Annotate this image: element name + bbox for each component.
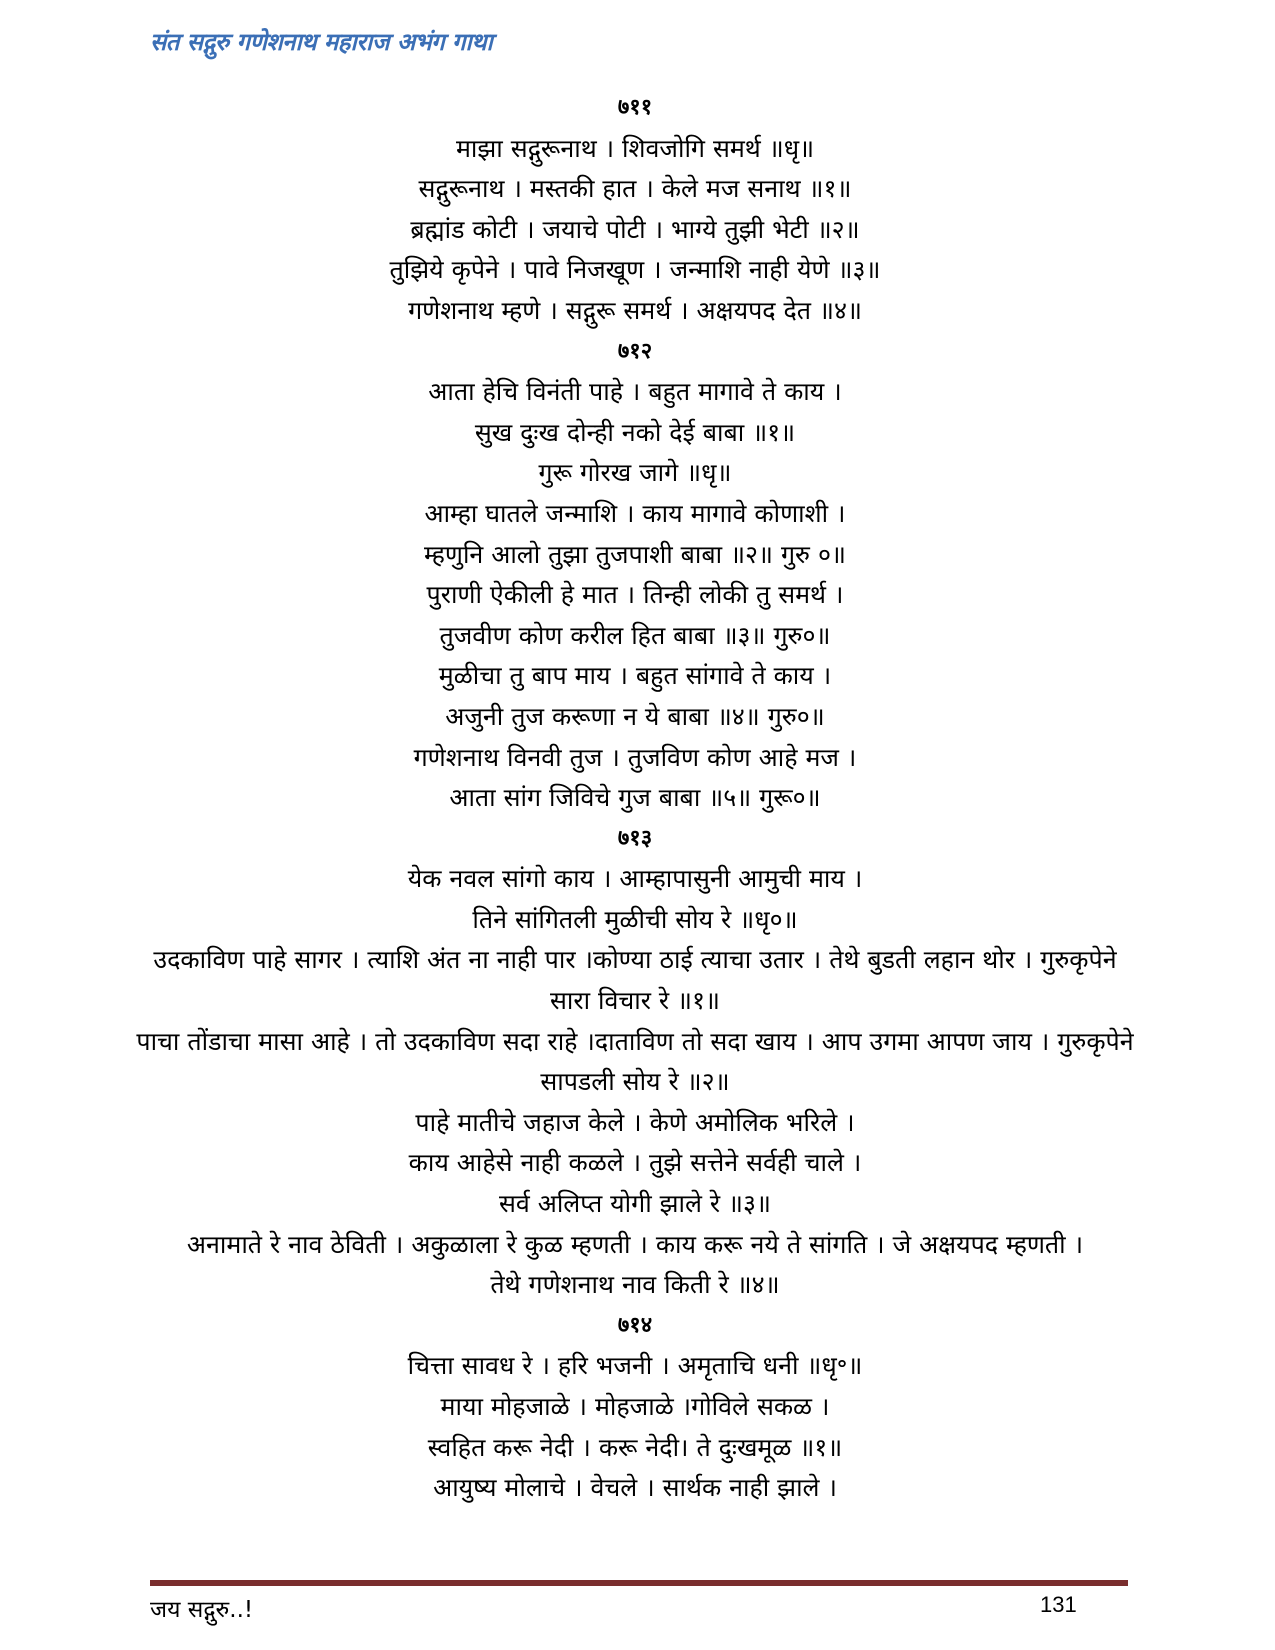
verse-line: सर्व अलिप्त योगी झाले रे ॥३॥ <box>498 1189 772 1219</box>
footer-text: जय सद्गुरु..! <box>150 1597 254 1623</box>
verse-line: तुजवीण कोण करील हित बाबा ॥३॥ गुरु०॥ <box>439 620 831 650</box>
abhang-number: ७१४ <box>617 1312 653 1338</box>
verse-line: पाहे मातीचे जहाज केले । केणे अमोलिक भरिले । <box>415 1107 855 1137</box>
verse-line: येक नवल सांगो काय । आम्हापासुनी आमुची माय । <box>407 864 863 894</box>
verse-line: पाचा तोंडाचा मासा आहे । तो उदकाविण सदा राहे ।दाताविण तो सदा खाय । आप उगमा आपण जाय । गुरुकृपेने सापडली सोय रे ॥२॥ <box>136 1026 1134 1097</box>
verse-line: तुझिये कृपेने । पावे निजखूण । जन्माशि नाही येणे ॥३॥ <box>389 255 881 285</box>
verse-line: चित्ता सावध रे । हरि भजनी । अमृताचि धनी ॥धृ॰॥ <box>407 1351 863 1381</box>
verse-line: माया मोहजाळे । मोहजाळे ।गोविले सकळ । <box>440 1392 830 1421</box>
verse-line: स्वहित करू नेदी । करू नेदी। ते दुःखमूळ ॥१॥ <box>427 1432 843 1462</box>
footer-divider <box>150 1580 1128 1586</box>
verse-line: अनामाते रे नाव ठेविती । अकुळाला रे कुळ म्हणती । काय करू नये ते सांगति । जे अक्षयपद म्हणती । <box>186 1229 1084 1259</box>
verse-line: काय आहेसे नाही कळले । तुझे सत्तेने सर्वही चाले । <box>408 1148 862 1178</box>
verse-line: मुळीचा तु बाप माय । बहुत सांगावे ते काय । <box>438 661 832 691</box>
verse-line: आता सांग जिविचे गुज बाबा ॥५॥ गुरू०॥ <box>449 783 821 813</box>
verse-line: माझा सद्गुरूनाथ । शिवजोगि समर्थ ॥धृ॥ <box>455 133 815 163</box>
verse-line: आम्हा घातले जन्माशि । काय मागावे कोणाशी । <box>424 498 846 528</box>
verse-line: तेथे गणेशनाथ नाव किती रे ॥४॥ <box>490 1270 780 1300</box>
verse-line: आयुष्य मोलाचे । वेचले । सार्थक नाही झाले । <box>433 1473 837 1503</box>
abhang-number: ७१२ <box>617 338 653 364</box>
verse-line: गुरू गोरख जागे ॥धृ॥ <box>538 458 732 488</box>
verse-line: सुख दुःख दोन्ही नको देई बाबा ॥१॥ <box>474 417 796 447</box>
verse-line: आता हेचि विनंती पाहे । बहुत मागावे ते काय । <box>428 377 842 407</box>
abhang-number: ७१३ <box>617 825 653 851</box>
verse-line: गणेशनाथ विनवी तुज । तुजविण कोण आहे मज । <box>413 742 857 772</box>
abhang-number: ७११ <box>617 95 653 120</box>
verse-line: गणेशनाथ म्हणे । सद्गुरू समर्थ । अक्षयपद देत ॥४॥ <box>408 295 862 325</box>
verse-line: अजुनी तुज करूणा न ये बाबा ॥४॥ गुरु०॥ <box>445 701 825 731</box>
page-number: 131 <box>1040 1592 1077 1617</box>
document-header-title: संत सद्गुरु गणेशनाथ महाराज अभंग गाथा <box>150 28 493 56</box>
verse-line: उदकाविण पाहे सागर । त्याशि अंत ना नाही पार ।कोण्या ठाई त्याचा उतार । तेथे बुडती लहान थोर । गुरुकृपेने सारा विचार रे ॥१॥ <box>153 945 1117 1016</box>
verse-line: तिने सांगितली मुळीची सोय रे ॥धृ०॥ <box>472 904 798 934</box>
verse-line: पुराणी ऐकीली हे मात । तिन्ही लोकी तु समर्थ । <box>426 580 844 610</box>
abhang-text-body <box>130 88 1140 1509</box>
verse-line: सद्गुरूनाथ । मस्तकी हात । केले मज सनाथ ॥१॥ <box>418 174 852 204</box>
verse-line: ब्रह्मांड कोटी । जयाचे पोटी । भाग्ये तुझी भेटी ॥२॥ <box>410 214 860 244</box>
verse-line: म्हणुनि आलो तुझा तुजपाशी बाबा ॥२॥ गुरु ०॥ <box>424 539 846 569</box>
